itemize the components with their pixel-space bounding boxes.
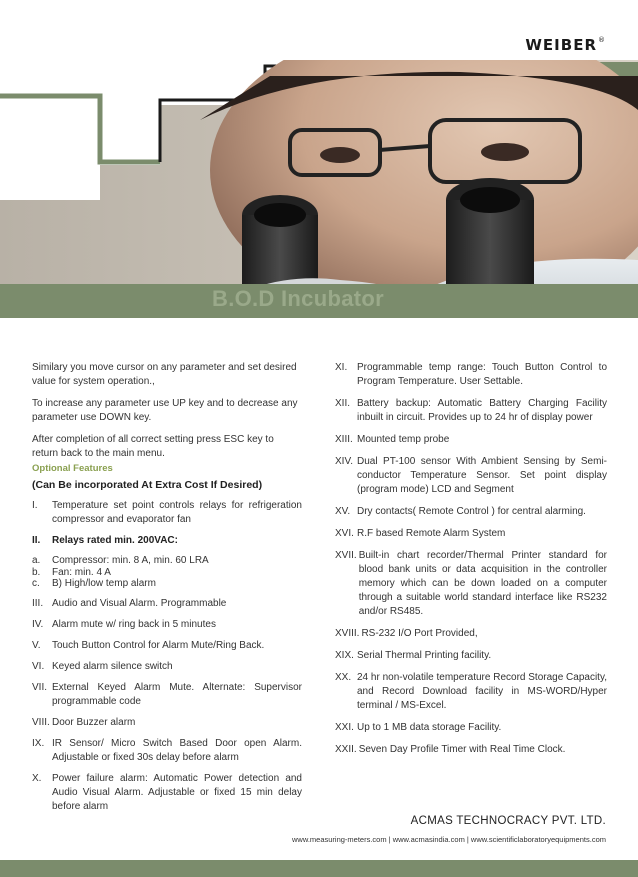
sub-list-item [32,555,302,567]
list-item [32,737,302,765]
list-text: Built-in chart recorder/Thermal Printer standard for blood bank units or data acquisition in the controller memory which can be down loaded on a computer through a suitable world standard interface like RS232 and/or RS485. [358,550,607,617]
list-item [335,433,607,447]
list-text: External Keyed Alarm Mute. Alternate: Supervisor programmable code [52,681,302,707]
brand-name: WEIBER [525,36,597,54]
list-text: Door Buzzer alarm [52,716,136,728]
list-number: XXI. [335,722,354,733]
list-item [335,397,607,425]
list-item [32,772,302,814]
list-item [335,455,607,497]
list-item [335,361,607,389]
sub-letter: c. [32,578,40,589]
list-item [335,549,607,619]
list-item [32,499,302,527]
list-item [32,681,302,709]
list-item [32,534,302,548]
list-item [32,618,302,632]
list-text: Relays rated min. 200VAC: [52,535,178,546]
brand-logo [525,36,606,54]
list-item [32,639,302,653]
sub-letter: a. [32,555,41,566]
list-number: II. [32,535,41,546]
hero-photo [0,60,638,318]
list-item [335,505,607,519]
list-item [32,660,302,674]
sub-text: Fan: min. 4 A [52,566,111,578]
optional-features-note: (Can Be incorporated At Extra Cost If Desired) [32,479,263,491]
list-number: I. [32,500,38,511]
list-number: XII. [335,398,351,409]
list-text: Alarm mute w/ ring back in 5 minutes [52,618,216,630]
right-column [335,361,607,765]
optional-features-heading: Optional Features [32,463,113,474]
list-text: 24 hr non-volatile temperature Record Storage Capacity, and Record Download facility in MS-WORD/Hyper terminal / MS-Excel. [357,672,607,711]
list-text: Dual PT-100 sensor With Ambient Sensing by Semi-conductor Temperature Sensor. Set point display (program mode) LCD and Segment [357,456,607,495]
list-text: RS-232 I/O Port Provided, [361,628,478,639]
list-number: XX. [335,672,352,683]
company-name: ACMAS TECHNOCRACY PVT. LTD. [410,815,606,827]
sub-list-item [32,578,302,590]
sub-text: B) High/low temp alarm [52,578,156,589]
list-text: Battery backup: Automatic Battery Charging Facility inbuilt in circuit. Provides up to 24 hr of display power [357,398,607,423]
website-links[interactable]: www.measuring-meters.com | www.acmasindia.com | www.scientificlaboratoryequipments.com [291,835,606,844]
intro-paragraph: After completion of all correct setting press ESC key to return back to the main menu. [32,434,274,459]
sub-letter: b. [32,566,41,578]
list-number: VII. [32,681,48,693]
intro-paragraph: To increase any parameter use UP key and to decrease any parameter use DOWN key. [32,398,298,423]
list-item [335,627,607,641]
list-item [32,716,302,730]
list-text: Power failure alarm: Automatic Power detection and Audio Visual Alarm. Adjustable or fixed 15 min delay before alarm [52,772,302,812]
registered-mark: ® [598,36,606,44]
sub-list [32,555,302,590]
list-text: Up to 1 MB data storage Facility. [357,722,502,733]
list-number: XXII. [335,744,357,755]
list-number: IV. [32,618,44,630]
sub-list-item [32,567,302,579]
list-number: XIII. [335,434,353,445]
list-item [32,597,302,611]
list-text: Temperature set point controls relays for refrigeration compressor and evaporator fan [52,500,302,525]
list-number: X. [32,772,42,784]
list-item [335,743,607,757]
list-item [335,671,607,713]
list-item [335,649,607,663]
list-text: Mounted temp probe [357,434,450,445]
list-text: Touch Button Control for Alarm Mute/Ring Back. [52,639,265,651]
list-number: VIII. [32,716,50,728]
list-number: XV. [335,506,351,517]
list-number: III. [32,597,44,609]
list-item [335,527,607,541]
list-number: XI. [335,362,348,373]
sub-text: Compressor: min. 8 A, min. 60 LRA [52,555,209,566]
intro-paragraph: Similary you move cursor on any parameter and set desired value for system operation., [32,362,297,387]
left-column [32,361,302,821]
list-number: XIX. [335,650,354,661]
list-text: Dry contacts( Remote Control ) for central alarming. [357,506,586,517]
list-number: VI. [32,660,45,672]
list-text: IR Sensor/ Micro Switch Based Door open Alarm. Adjustable or fixed 30s delay before alarm [52,737,302,763]
list-number: XVIII. [335,628,360,639]
list-text: Programmable temp range: Touch Button Control to Program Temperature. User Settable. [357,362,607,387]
bottom-band [0,860,638,877]
list-text: R.F based Remote Alarm System [357,528,506,539]
list-text: Serial Thermal Printing facility. [357,650,492,661]
page-title: B.O.D Incubator [212,286,384,311]
list-number: XIV. [335,456,353,467]
list-item [335,721,607,735]
list-number: XVII. [335,550,357,561]
list-text: Keyed alarm silence switch [52,660,173,672]
list-number: XVI. [335,528,354,539]
list-text: Seven Day Profile Timer with Real Time Clock. [358,744,566,755]
list-number: IX. [32,737,45,749]
list-text: Audio and Visual Alarm. Programmable [52,597,227,609]
list-number: V. [32,639,41,651]
